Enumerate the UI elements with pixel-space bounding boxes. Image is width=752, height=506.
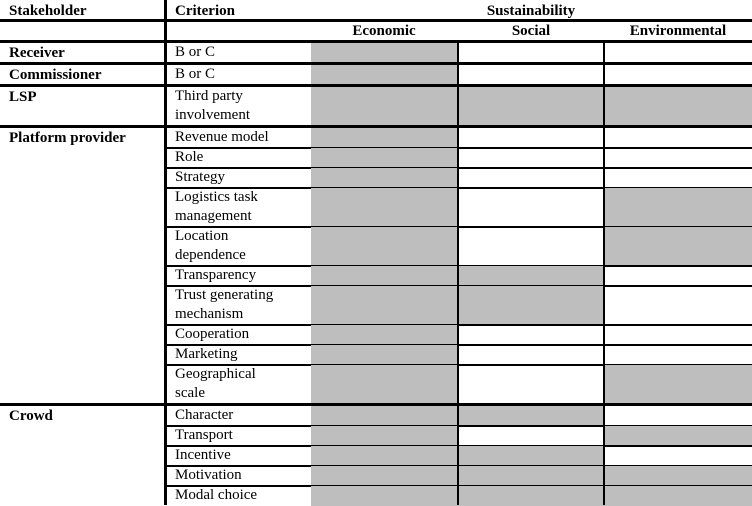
criterion-label: mechanism [175, 306, 244, 322]
criterion-label: Trust generating [175, 287, 274, 303]
criterion-label: Transport [175, 427, 233, 443]
criterion-label: Logistics task [175, 189, 258, 205]
criterion-label: Marketing [175, 346, 238, 362]
cell-economic-shaded [311, 325, 458, 345]
stakeholder-label: Crowd [9, 408, 53, 424]
criterion-label: management [175, 208, 252, 224]
criterion-label: scale [175, 385, 205, 401]
row-rule [167, 324, 752, 326]
header-environmental: Environmental [629, 23, 727, 39]
criterion-label: Third party [175, 88, 243, 104]
header-bottom-rule [0, 40, 752, 43]
column-divider [457, 41, 459, 505]
cell-economic-shaded [311, 466, 458, 486]
cell-environmental-shaded [604, 486, 752, 506]
cell-economic-shaded [311, 406, 458, 426]
criterion-label: Character [175, 407, 234, 423]
cell-social-shaded [458, 286, 604, 325]
header-social: Social [511, 23, 551, 39]
criterion-label: B or C [175, 66, 216, 82]
criterion-label: Cooperation [175, 326, 250, 342]
criterion-label: Motivation [175, 467, 242, 483]
cell-social-shaded [458, 486, 604, 506]
cell-environmental-shaded [604, 87, 752, 126]
cell-economic-shaded [311, 168, 458, 188]
cell-economic-shaded [311, 43, 458, 63]
column-divider [603, 41, 605, 505]
cell-environmental-shaded [604, 466, 752, 486]
criterion-label: Location [175, 228, 229, 244]
cell-economic-shaded [311, 188, 458, 227]
column-divider [164, 0, 167, 505]
row-rule [167, 147, 752, 149]
criterion-label: Transparency [175, 267, 257, 283]
cell-economic-shaded [311, 426, 458, 446]
cell-social-shaded [458, 406, 604, 426]
row-rule [167, 167, 752, 169]
criterion-label: Revenue model [175, 129, 269, 145]
stakeholder-label: Platform provider [9, 130, 126, 146]
cell-economic-shaded [311, 486, 458, 506]
header-sustainability: Sustainability [486, 3, 576, 19]
criterion-label: Incentive [175, 447, 231, 463]
cell-environmental-shaded [604, 227, 752, 266]
stakeholder-label: LSP [9, 89, 37, 105]
criterion-label: B or C [175, 44, 216, 60]
cell-economic-shaded [311, 87, 458, 126]
cell-economic-shaded [311, 286, 458, 325]
cell-economic-shaded [311, 345, 458, 365]
cell-economic-shaded [311, 128, 458, 148]
criterion-label: Geographical [175, 366, 256, 382]
criterion-label: Role [175, 149, 204, 165]
cell-social-shaded [458, 466, 604, 486]
cell-economic-shaded [311, 65, 458, 85]
cell-economic-shaded [311, 148, 458, 168]
cell-environmental-shaded [604, 426, 752, 446]
criterion-label: involvement [175, 107, 250, 123]
criterion-label: Modal choice [175, 487, 258, 503]
cell-social-shaded [458, 266, 604, 286]
cell-economic-shaded [311, 227, 458, 266]
criterion-label: Strategy [175, 169, 225, 185]
cell-social-shaded [458, 87, 604, 126]
cell-economic-shaded [311, 365, 458, 404]
header-criterion: Criterion [175, 3, 235, 19]
header-rule [0, 19, 752, 22]
cell-environmental-shaded [604, 188, 752, 227]
row-rule [167, 344, 752, 346]
cell-social-shaded [458, 446, 604, 466]
cell-economic-shaded [311, 446, 458, 466]
cell-economic-shaded [311, 266, 458, 286]
cell-environmental-shaded [604, 365, 752, 404]
header-economic: Economic [352, 23, 416, 39]
criterion-label: dependence [175, 247, 246, 263]
header-stakeholder: Stakeholder [9, 3, 87, 19]
stakeholder-label: Receiver [9, 45, 65, 61]
stakeholder-label: Commissioner [9, 67, 102, 83]
